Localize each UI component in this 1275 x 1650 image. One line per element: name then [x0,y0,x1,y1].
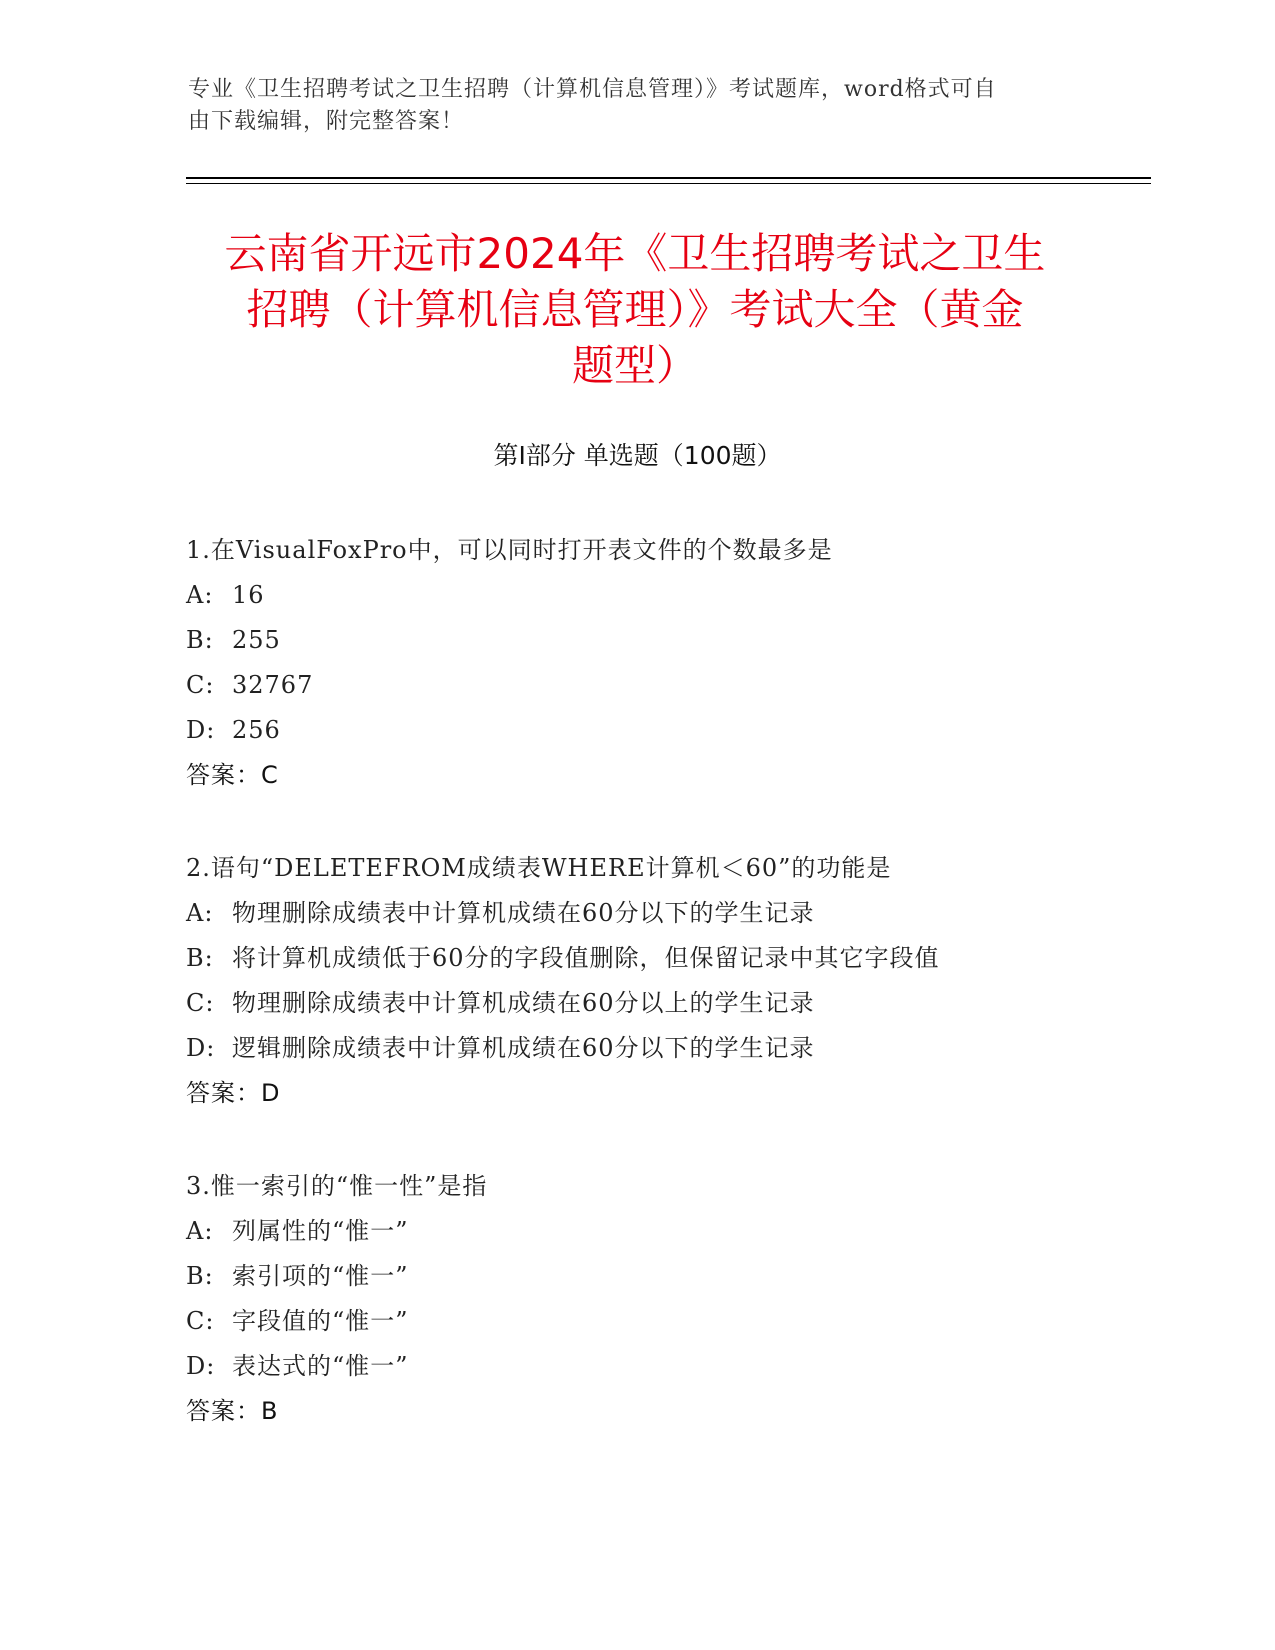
option-a [186,573,1146,618]
option-letter: C: [186,989,215,1017]
answer-line: 答案：C [186,761,279,789]
question-2 [186,846,1146,1116]
option-letter: D: [186,1352,216,1380]
option-b [186,936,1146,981]
option-letter: B: [186,944,214,972]
option-text: 索引项的“惟一” [232,1262,409,1290]
header-note [188,74,1068,138]
option-a [186,891,1146,936]
option-text: 将计算机成绩低于60分的字段值删除，但保留记录中其它字段值 [232,944,940,972]
option-c [186,663,1146,708]
header-note-line-1: 专业《卫生招聘考试之卫生招聘（计算机信息管理）》考试题库，word格式可自 [188,77,997,102]
option-b [186,1254,1146,1299]
option-letter: B: [186,626,214,654]
answer-line: 答案：D [186,1079,281,1107]
option-d [186,1026,1146,1071]
document-title-line-3: 题型） [571,341,698,390]
option-text: 32767 [232,671,314,699]
option-text: 表达式的“惟一” [232,1352,409,1380]
option-c [186,981,1146,1026]
option-text: 物理删除成绩表中计算机成绩在60分以下的学生记录 [232,899,815,927]
option-text: 物理删除成绩表中计算机成绩在60分以上的学生记录 [232,989,815,1017]
option-text: 字段值的“惟一” [232,1307,409,1335]
question-text: 1.在VisualFoxPro中，可以同时打开表文件的个数最多是 [186,536,833,564]
header-note-line-2: 由下载编辑，附完整答案！ [188,109,465,134]
option-letter: A: [186,1217,214,1245]
option-letter: B: [186,1262,214,1290]
document-title [170,226,1100,394]
question-text: 3.惟一索引的“惟一性”是指 [186,1172,488,1200]
option-text: 列属性的“惟一” [232,1217,409,1245]
question-text: 2.语句“DELETEFROM成绩表WHERE计算机＜60”的功能是 [186,854,892,882]
document-title-line-2: 招聘（计算机信息管理）》考试大全（黄金 [246,285,1024,334]
section-title: 第Ⅰ部分 单选题（100题） [493,441,782,470]
option-b [186,618,1146,663]
option-text: 255 [232,626,281,654]
answer-line: 答案：B [186,1397,279,1425]
option-letter: C: [186,671,215,699]
option-c [186,1299,1146,1344]
option-letter: A: [186,899,214,927]
option-d [186,708,1146,753]
option-text: 16 [232,581,265,609]
option-letter: A: [186,581,214,609]
document-title-line-1: 云南省开远市2024年《卫生招聘考试之卫生 [224,229,1046,278]
question-3 [186,1164,1146,1434]
option-letter: C: [186,1307,215,1335]
option-letter: D: [186,716,216,744]
option-d [186,1344,1146,1389]
header-divider-thick [186,177,1151,179]
option-text: 逻辑删除成绩表中计算机成绩在60分以下的学生记录 [232,1034,815,1062]
option-letter: D: [186,1034,216,1062]
option-text: 256 [232,716,281,744]
question-list [186,528,1146,1482]
option-a [186,1209,1146,1254]
header-divider-thin [186,183,1151,184]
question-1 [186,528,1146,798]
